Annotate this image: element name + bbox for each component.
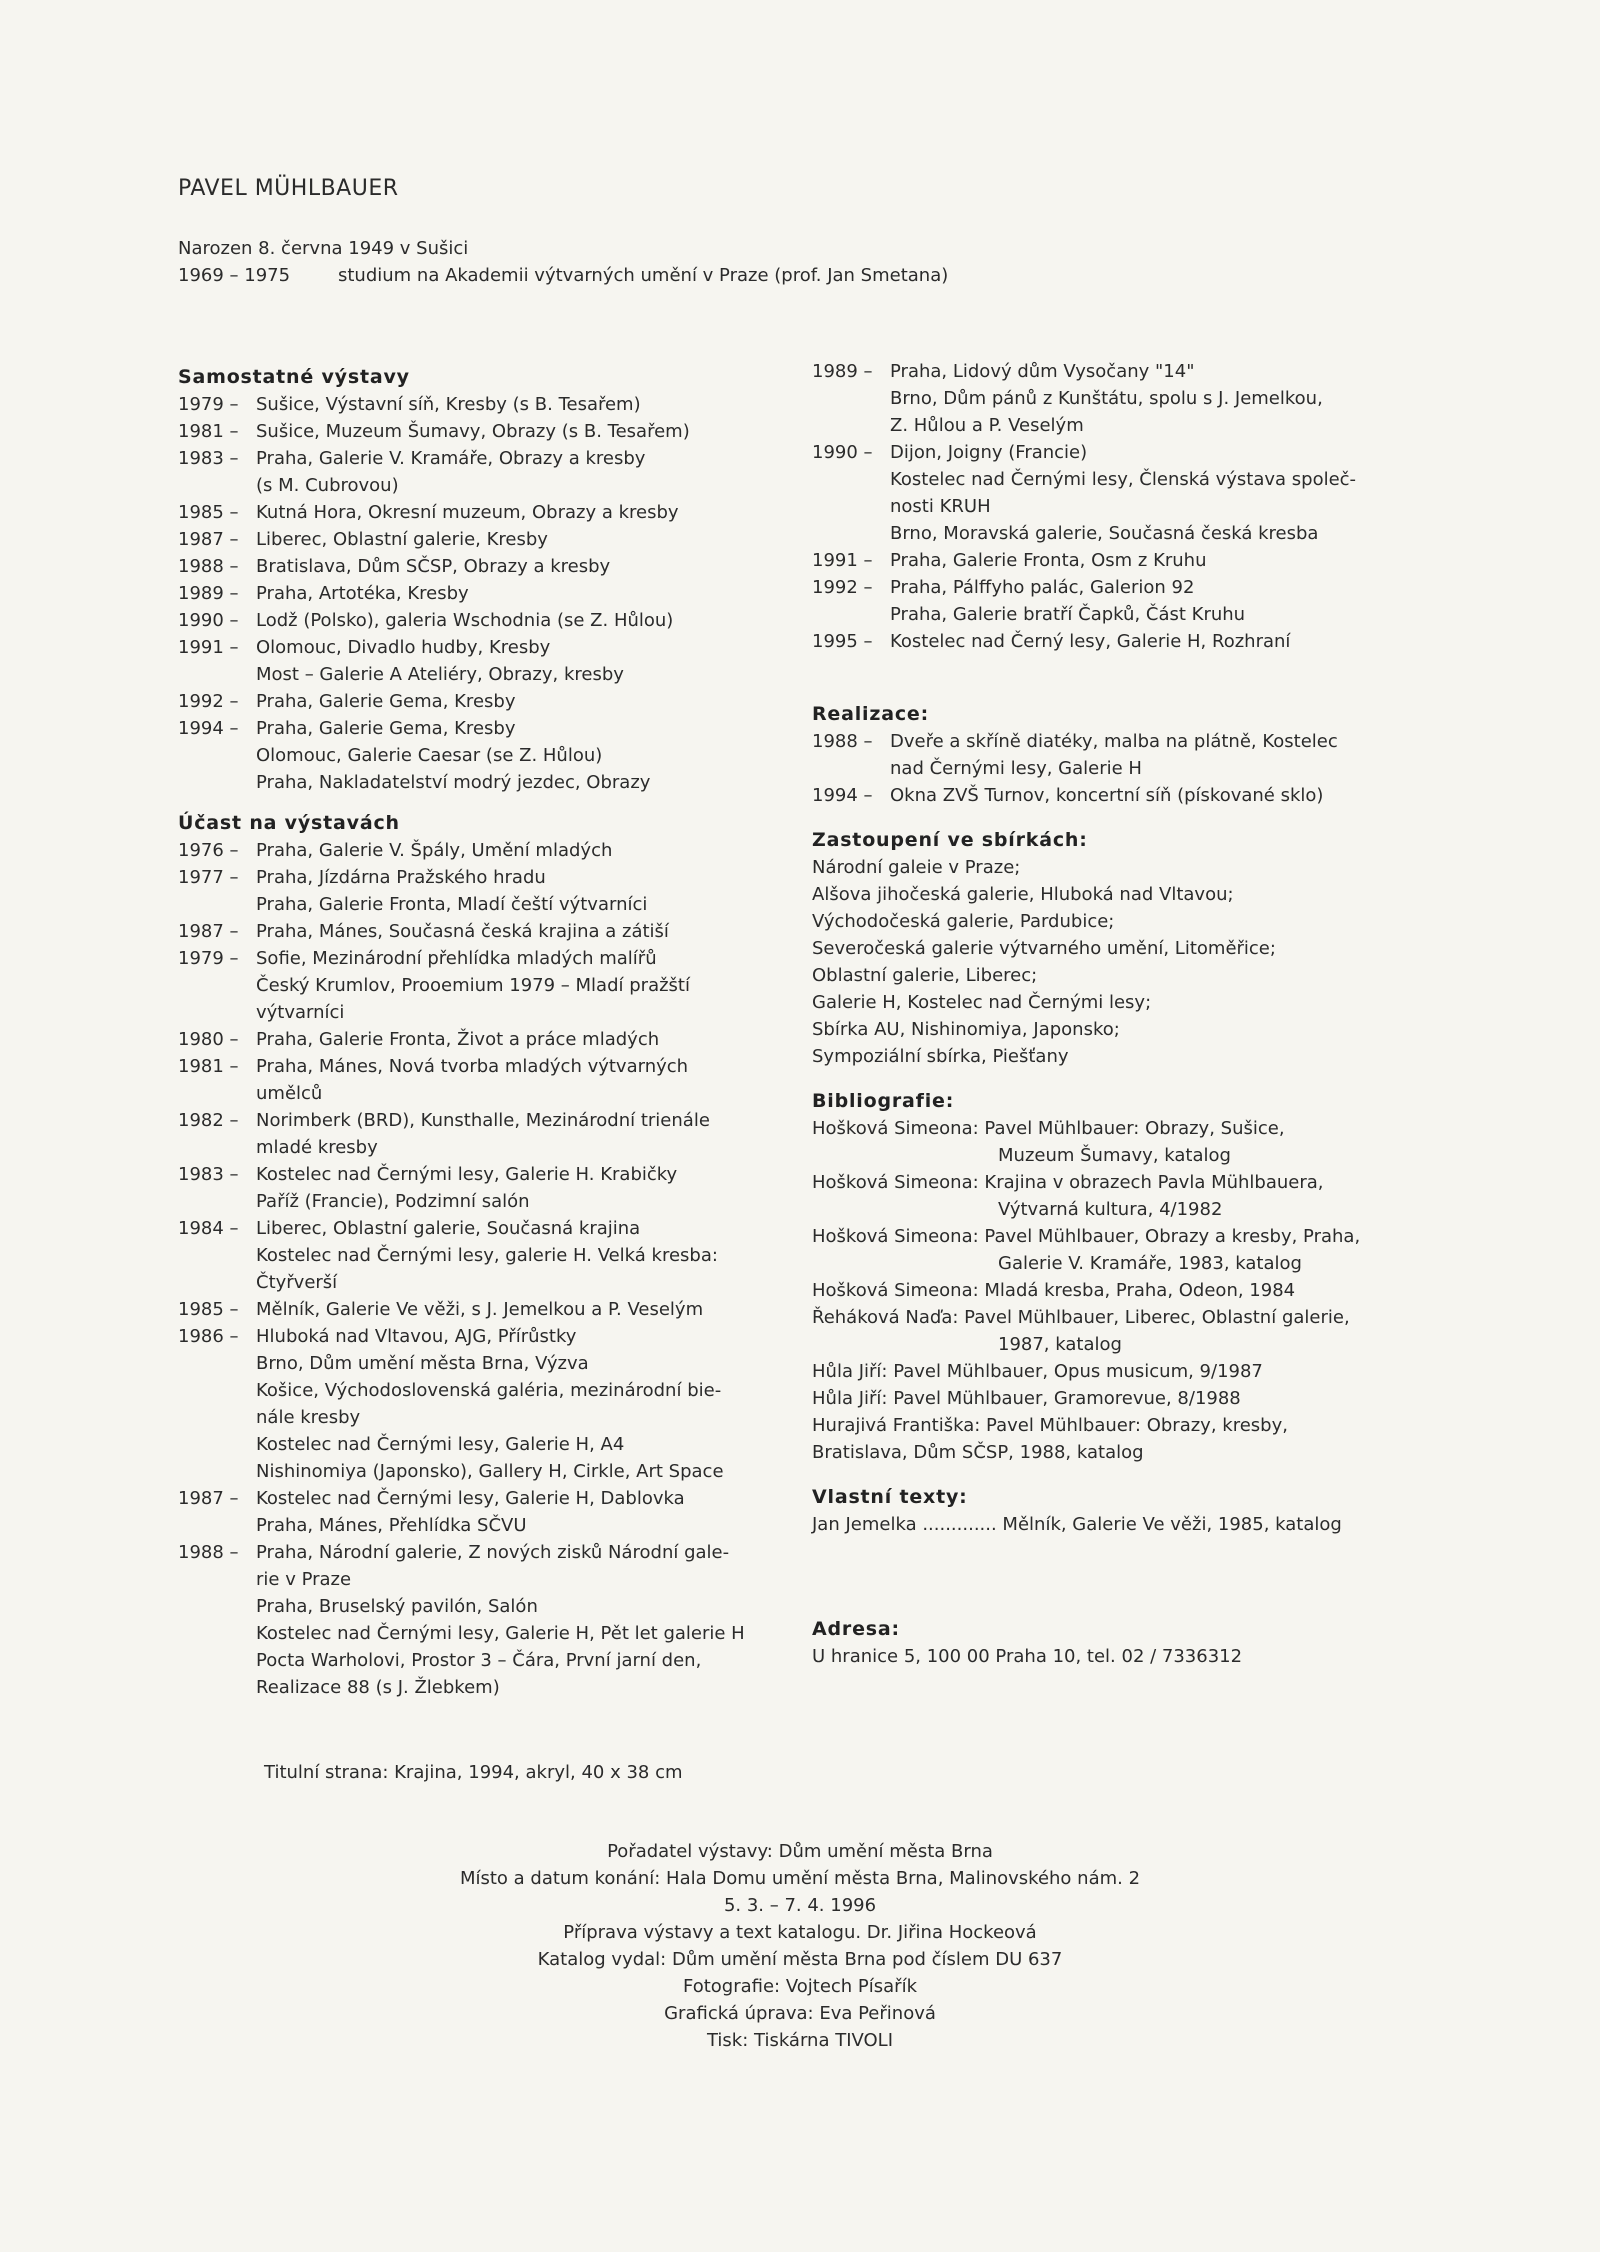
- entry: [178, 1026, 788, 1053]
- section-heading: Zastoupení ve sbírkách:: [812, 829, 1088, 851]
- entry-year: 1987 –: [178, 921, 239, 942]
- entry-lines: [256, 688, 788, 715]
- section-heading: Realizace:: [812, 703, 929, 725]
- entry-line: Pocta Warholovi, Prostor 3 – Čára, První jarní den,: [256, 1650, 702, 1671]
- entry-year: 1988 –: [812, 731, 873, 752]
- bibliography-entry: Hošková Simeona: Mladá kresba, Praha, Odeon, 1984: [812, 1280, 1296, 1301]
- study-years: 1969 – 1975: [178, 265, 291, 286]
- entry: [812, 358, 1432, 439]
- section-heading: Adresa:: [812, 1618, 900, 1640]
- realizations-section: [812, 701, 1432, 809]
- entry-year: 1987 –: [178, 529, 239, 550]
- text-line: 5. 3. – 7. 4. 1996: [723, 1895, 877, 1916]
- section-heading: Samostatné výstavy: [178, 366, 410, 388]
- entry-line: výtvarníci: [256, 1002, 345, 1023]
- entry: [812, 628, 1432, 655]
- entry-lines: [256, 607, 788, 634]
- text-line: Severočeská galerie výtvarného umění, Litoměřice;: [812, 938, 1276, 959]
- bibliography-section: [812, 1088, 1432, 1466]
- entry-line: umělců: [256, 1083, 323, 1104]
- entry: [178, 1215, 788, 1296]
- entry-lines: [256, 715, 788, 796]
- entry-line: Sušice, Muzeum Šumavy, Obrazy (s B. Tesařem): [256, 421, 690, 442]
- entry-line: Praha, Mánes, Přehlídka SČVU: [256, 1515, 527, 1536]
- entry: [178, 445, 788, 499]
- entry-line: Kostelec nad Černými lesy, Galerie H, A4: [256, 1434, 625, 1455]
- entry-lines: [256, 391, 788, 418]
- entry-line: Nishinomiya (Japonsko), Gallery H, Cirkle, Art Space: [256, 1461, 724, 1482]
- entry-line: Praha, Galerie Fronta, Osm z Kruhu: [890, 550, 1207, 571]
- entry-line: Norimberk (BRD), Kunsthalle, Mezinárodní trienále: [256, 1110, 710, 1131]
- entry-lines: [890, 358, 1432, 439]
- entry: [178, 688, 788, 715]
- entry-line: Čtyřverší: [256, 1272, 338, 1293]
- birth-line: Narozen 8. června 1949 v Sušici: [178, 238, 469, 259]
- entry-lines: [256, 445, 788, 499]
- entry-lines: [890, 574, 1432, 628]
- entry: [178, 553, 788, 580]
- text-line: Tisk: Tiskárna TIVOLI: [706, 2030, 894, 2051]
- entry-line: Hluboká nad Vltavou, AJG, Přírůstky: [256, 1326, 577, 1347]
- entry: [178, 526, 788, 553]
- text-line: Sbírka AU, Nishinomiya, Japonsko;: [812, 1019, 1120, 1040]
- entry-line: Liberec, Oblastní galerie, Současná krajina: [256, 1218, 641, 1239]
- entry-year: 1991 –: [178, 637, 239, 658]
- entry-year: 1981 –: [178, 1056, 239, 1077]
- entry-year: 1995 –: [812, 631, 873, 652]
- entry-lines: [256, 837, 788, 864]
- entry: [178, 499, 788, 526]
- study-text: studium na Akademii výtvarných umění v Praze (prof. Jan Smetana): [338, 265, 949, 286]
- bibliography-entry: Hošková Simeona: Krajina v obrazech Pavla Mühlbauera,: [812, 1172, 1324, 1193]
- bibliography-continuation: Výtvarná kultura, 4/1982: [998, 1199, 1223, 1220]
- group-exhibitions-section: [178, 810, 788, 1701]
- entry-year: 1985 –: [178, 502, 239, 523]
- bibliography-entry: Bratislava, Dům SČSP, 1988, katalog: [812, 1442, 1144, 1463]
- entry-line: Z. Hůlou a P. Veselým: [890, 415, 1084, 436]
- entry-line: Brno, Dům pánů z Kunštátu, spolu s J. Jemelkou,: [890, 388, 1323, 409]
- entry-year: 1992 –: [812, 577, 873, 598]
- section-heading: Bibliografie:: [812, 1090, 955, 1112]
- entry-line: Kostelec nad Černými lesy, Galerie H, Dablovka: [256, 1488, 685, 1509]
- entry-line: Olomouc, Divadlo hudby, Kresby: [256, 637, 551, 658]
- entry-line: mladé kresby: [256, 1137, 378, 1158]
- entry: [178, 1485, 788, 1539]
- text-line: Oblastní galerie, Liberec;: [812, 965, 1038, 986]
- entry-line: Kostelec nad Černý lesy, Galerie H, Rozhraní: [890, 631, 1291, 652]
- entry-year: 1988 –: [178, 556, 239, 577]
- bibliography-continuation: Galerie V. Kramáře, 1983, katalog: [998, 1253, 1302, 1274]
- entry: [812, 728, 1432, 782]
- entry-year: 1989 –: [178, 583, 239, 604]
- entry-line: Brno, Dům umění města Brna, Výzva: [256, 1353, 589, 1374]
- entry-lines: [256, 945, 788, 1026]
- entry-year: 1985 –: [178, 1299, 239, 1320]
- intro: [178, 235, 948, 289]
- entry-line: Praha, Galerie V. Kramáře, Obrazy a kresby: [256, 448, 646, 469]
- entry-line: Praha, Bruselský pavilón, Salón: [256, 1596, 538, 1617]
- entry: [178, 391, 788, 418]
- entry-line: Sušice, Výstavní síň, Kresby (s B. Tesařem): [256, 394, 641, 415]
- entry-line: Mělník, Galerie Ve věži, s J. Jemelkou a P. Veselým: [256, 1299, 704, 1320]
- entry-year: 1981 –: [178, 421, 239, 442]
- entry-line: Lodž (Polsko), galeria Wschodnia (se Z. Hůlou): [256, 610, 674, 631]
- entry-lines: [256, 1539, 788, 1701]
- collection-list: [812, 854, 1432, 1070]
- entry-year: 1994 –: [178, 718, 239, 739]
- entry-year: 1979 –: [178, 394, 239, 415]
- own-texts-section: [812, 1484, 1432, 1538]
- entry: [178, 837, 788, 864]
- entry-line: nále kresby: [256, 1407, 361, 1428]
- text-line: Katalog vydal: Dům umění města Brna pod číslem DU 637: [537, 1949, 1063, 1970]
- entry-line: Paříž (Francie), Podzimní salón: [256, 1191, 530, 1212]
- entry-year: 1980 –: [178, 1029, 239, 1050]
- entry-year: 1984 –: [178, 1218, 239, 1239]
- bibliography-entry: Hurajivá Františka: Pavel Mühlbauer: Obrazy, kresby,: [812, 1415, 1288, 1436]
- entry-lines: [256, 1107, 788, 1161]
- entry-line: Realizace 88 (s J. Žlebkem): [256, 1677, 500, 1698]
- entry-line: Kostelec nad Černými lesy, Členská výstava společ-: [890, 469, 1357, 490]
- collections-section: [812, 827, 1432, 1070]
- entry-line: Praha, Mánes, Současná česká krajina a zátiší: [256, 921, 669, 942]
- entry-year: 1983 –: [178, 1164, 239, 1185]
- entry-line: Praha, Artotéka, Kresby: [256, 583, 469, 604]
- entry: [178, 715, 788, 796]
- bibliography-entry: Řeháková Naďa: Pavel Mühlbauer, Liberec, Oblastní galerie,: [812, 1307, 1350, 1328]
- entry: [812, 439, 1432, 547]
- entry-year: 1986 –: [178, 1326, 239, 1347]
- entry-year: 1990 –: [812, 442, 873, 463]
- entry-line: Praha, Národní galerie, Z nových zisků Národní gale-: [256, 1542, 730, 1563]
- entry-lines: [256, 580, 788, 607]
- bibliography-entry: Hůla Jiří: Pavel Mühlbauer, Opus musicum, 9/1987: [812, 1361, 1263, 1382]
- bibliography-list: [812, 1115, 1432, 1466]
- entry-line: Kostelec nad Černými lesy, galerie H. Velká kresba:: [256, 1245, 718, 1266]
- entry-line: Košice, Východoslovenská galéria, mezinárodní bie-: [256, 1380, 722, 1401]
- text-line: Východočeská galerie, Pardubice;: [812, 911, 1115, 932]
- entry-lines: [890, 782, 1432, 809]
- colophon: [0, 1838, 1600, 2054]
- entry-lines: [256, 1053, 788, 1107]
- entry: [178, 864, 788, 918]
- entry-line: Praha, Nakladatelství modrý jezdec, Obrazy: [256, 772, 651, 793]
- entry-line: Kostelec nad Černými lesy, Galerie H, Pět let galerie H: [256, 1623, 745, 1644]
- own-texts-line: Jan Jemelka ............. Mělník, Galerie Ve věži, 1985, katalog: [812, 1514, 1342, 1535]
- entry-lines: [256, 1215, 788, 1296]
- entry-line: Praha, Galerie V. Špály, Umění mladých: [256, 840, 613, 861]
- entry-line: Praha, Lidový dům Vysočany "14": [890, 361, 1195, 382]
- entry-line: nosti KRUH: [890, 496, 991, 517]
- entry-year: 1987 –: [178, 1488, 239, 1509]
- entry-lines: [256, 526, 788, 553]
- cover-caption: Titulní strana: Krajina, 1994, akryl, 40 x 38 cm: [264, 1762, 683, 1783]
- entry-line: Dijon, Joigny (Francie): [890, 442, 1088, 463]
- entry-lines: [256, 634, 788, 688]
- entry-year: 1991 –: [812, 550, 873, 571]
- entry: [178, 607, 788, 634]
- entry-line: Český Krumlov, Prooemium 1979 – Mladí pražští: [256, 975, 690, 996]
- entry-line: Praha, Pálffyho palác, Galerion 92: [890, 577, 1195, 598]
- entry-lines: [256, 499, 788, 526]
- entry-line: Praha, Jízdárna Pražského hradu: [256, 867, 546, 888]
- entry-lines: [256, 1485, 788, 1539]
- entry-year: 1979 –: [178, 948, 239, 969]
- bibliography-entry: Hůla Jiří: Pavel Mühlbauer, Gramorevue, 8/1988: [812, 1388, 1241, 1409]
- entry-list: [812, 728, 1432, 809]
- entry: [812, 782, 1432, 809]
- entry-lines: [890, 628, 1432, 655]
- entry-year: 1982 –: [178, 1110, 239, 1131]
- entry-list: [178, 837, 788, 1701]
- entry-year: 1990 –: [178, 610, 239, 631]
- address-section: [812, 1616, 1432, 1670]
- entry: [178, 1107, 788, 1161]
- text-line: Pořadatel výstavy: Dům umění města Brna: [607, 1841, 993, 1862]
- entry: [178, 418, 788, 445]
- entry-line: Sofie, Mezinárodní přehlídka mladých malířů: [256, 948, 657, 969]
- entry-lines: [256, 1161, 788, 1215]
- entry-lines: [256, 918, 788, 945]
- entry-line: Kutná Hora, Okresní muzeum, Obrazy a kresby: [256, 502, 679, 523]
- entry-year: 1992 –: [178, 691, 239, 712]
- page-title: PAVEL MÜHLBAUER: [178, 176, 399, 201]
- text-line: Národní galeie v Praze;: [812, 857, 1021, 878]
- solo-exhibitions-continued: [812, 358, 1432, 655]
- entry-list: [812, 358, 1432, 655]
- entry-line: Praha, Galerie Gema, Kresby: [256, 718, 516, 739]
- text-line: Sympoziální sbírka, Piešťany: [812, 1046, 1069, 1067]
- entry: [178, 1323, 788, 1485]
- address-line: U hranice 5, 100 00 Praha 10, tel. 02 / 7336312: [812, 1646, 1243, 1667]
- entry-line: Olomouc, Galerie Caesar (se Z. Hůlou): [256, 745, 603, 766]
- entry-year: 1988 –: [178, 1542, 239, 1563]
- entry-lines: [256, 553, 788, 580]
- entry: [812, 547, 1432, 574]
- study-line: [178, 262, 948, 289]
- entry-year: 1976 –: [178, 840, 239, 861]
- entry-line: Praha, Galerie Fronta, Život a práce mladých: [256, 1029, 660, 1050]
- entry-line: Praha, Mánes, Nová tvorba mladých výtvarných: [256, 1056, 689, 1077]
- entry-line: Praha, Galerie Fronta, Mladí čeští výtvarníci: [256, 894, 648, 915]
- entry-year: 1977 –: [178, 867, 239, 888]
- text-line: Grafická úprava: Eva Peřinová: [664, 2003, 936, 2024]
- text-line: Příprava výstavy a text katalogu. Dr. Jiřina Hockeová: [563, 1922, 1037, 1943]
- bibliography-entry: Hošková Simeona: Pavel Mühlbauer, Obrazy a kresby, Praha,: [812, 1226, 1361, 1247]
- entry-line: Liberec, Oblastní galerie, Kresby: [256, 529, 548, 550]
- solo-exhibitions-section: [178, 364, 788, 796]
- entry-lines: [890, 547, 1432, 574]
- entry-year: 1989 –: [812, 361, 873, 382]
- entry-line: Praha, Galerie bratří Čapků, Část Kruhu: [890, 604, 1246, 625]
- entry-year: 1994 –: [812, 785, 873, 806]
- entry-lines: [256, 1026, 788, 1053]
- entry: [178, 1296, 788, 1323]
- entry-lines: [256, 418, 788, 445]
- bibliography-continuation: 1987, katalog: [998, 1334, 1122, 1355]
- entry-lines: [890, 728, 1432, 782]
- entry: [178, 1053, 788, 1107]
- entry-line: Praha, Galerie Gema, Kresby: [256, 691, 516, 712]
- right-column: [812, 358, 1432, 1684]
- entry-line: Bratislava, Dům SČSP, Obrazy a kresby: [256, 556, 611, 577]
- entry: [178, 918, 788, 945]
- entry-line: Most – Galerie A Ateliéry, Obrazy, kresby: [256, 664, 624, 685]
- text-line: Alšova jihočeská galerie, Hluboká nad Vltavou;: [812, 884, 1234, 905]
- entry: [178, 945, 788, 1026]
- text-line: Místo a datum konání: Hala Domu umění města Brna, Malinovského nám. 2: [459, 1868, 1141, 1889]
- entry-list: [178, 391, 788, 796]
- bibliography-entry: Hošková Simeona: Pavel Mühlbauer: Obrazy, Sušice,: [812, 1118, 1285, 1139]
- left-column: [178, 364, 788, 1715]
- entry-line: Dveře a skříně diatéky, malba na plátně, Kostelec: [890, 731, 1338, 752]
- section-heading: Účast na výstavách: [178, 812, 400, 834]
- entry-lines: [890, 439, 1432, 547]
- entry: [812, 574, 1432, 628]
- entry-lines: [256, 1323, 788, 1485]
- entry-lines: [256, 1296, 788, 1323]
- entry-line: rie v Praze: [256, 1569, 352, 1590]
- entry-line: Okna ZVŠ Turnov, koncertní síň (pískované sklo): [890, 785, 1324, 806]
- entry-line: Kostelec nad Černými lesy, Galerie H. Krabičky: [256, 1164, 678, 1185]
- entry: [178, 1161, 788, 1215]
- entry-line: (s M. Cubrovou): [256, 475, 399, 496]
- entry: [178, 580, 788, 607]
- text-line: Galerie H, Kostelec nad Černými lesy;: [812, 992, 1152, 1013]
- entry-lines: [256, 864, 788, 918]
- entry-line: nad Černými lesy, Galerie H: [890, 758, 1142, 779]
- entry-line: Brno, Moravská galerie, Současná česká kresba: [890, 523, 1319, 544]
- entry: [178, 1539, 788, 1701]
- entry: [178, 634, 788, 688]
- text-line: Fotografie: Vojtech Písařík: [682, 1976, 918, 1997]
- bibliography-continuation: Muzeum Šumavy, katalog: [998, 1145, 1231, 1166]
- entry-year: 1983 –: [178, 448, 239, 469]
- section-heading: Vlastní texty:: [812, 1486, 968, 1508]
